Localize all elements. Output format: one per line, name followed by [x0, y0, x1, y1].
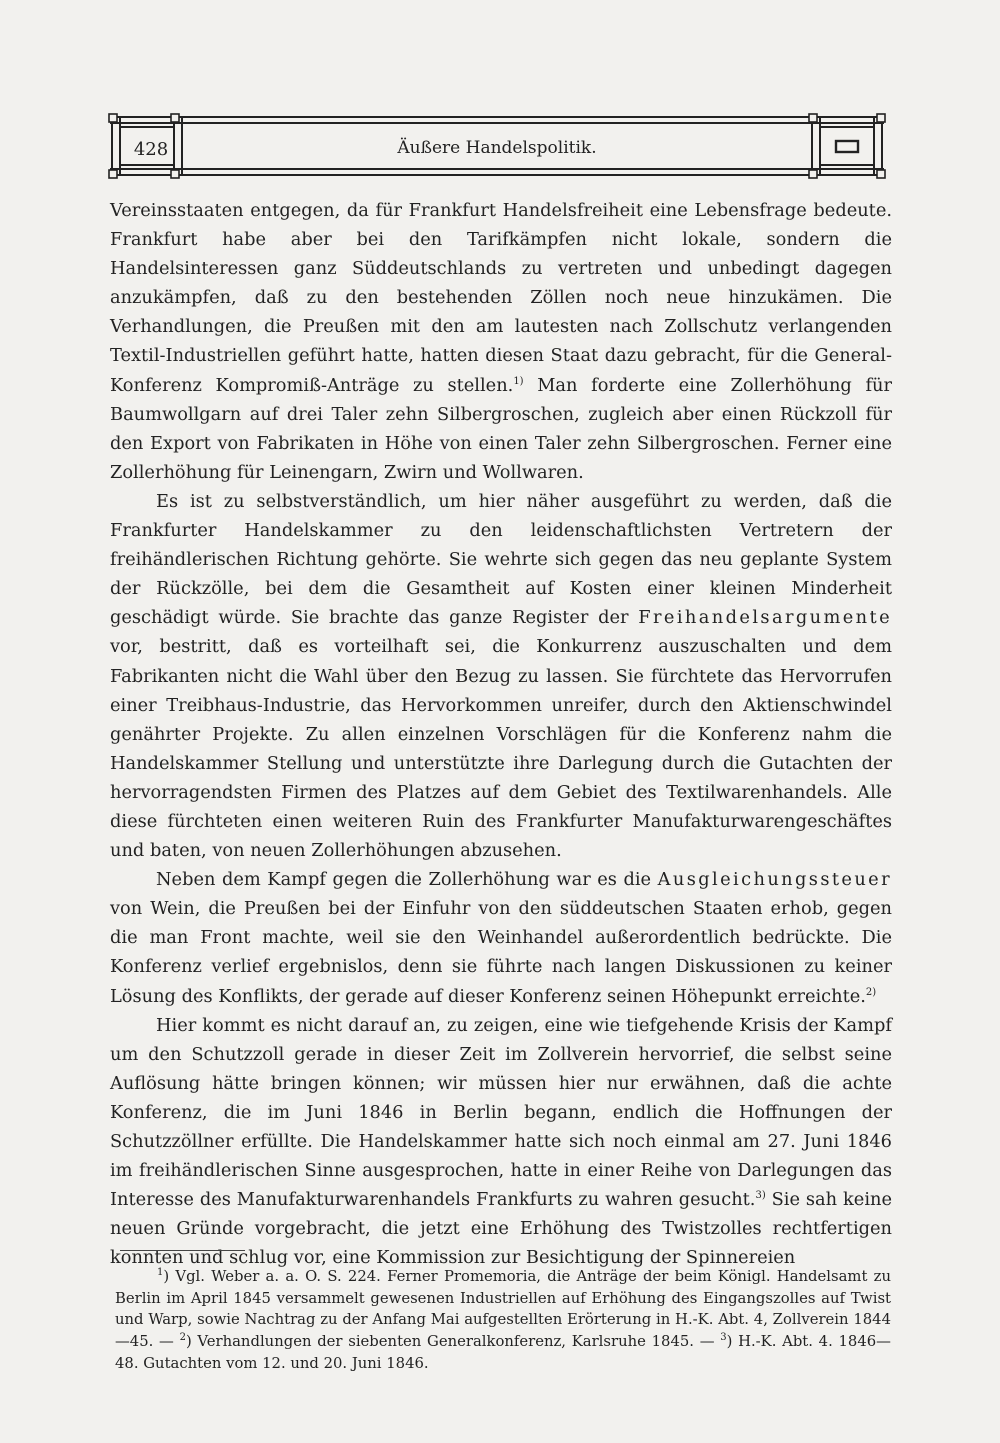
text-run: Sie sah keine neuen Gründe vorgebracht, die jetzt eine Erhöhung des Twistzolles rechtfertigen konnten und schlug vor, eine Kommission zur Besichtigung der Spinnereien [110, 1189, 892, 1269]
footnote-marker: 3) [755, 1190, 766, 1202]
paragraph [110, 487, 892, 865]
running-header [108, 113, 886, 179]
text-run: von Wein, die Preußen bei der Einfuhr von den süddeutschen Staaten erhob, gegen die man Front machte, weil sie den Weinhandel außerordentlich bedrückte. Die Konferenz verlief ergebnislos, denn sie führte nach langen Diskussionen zu keiner Lösung des Konflikts, der gerade auf dieser Konferenz seinen Höhepunkt erreichte. [110, 898, 892, 1007]
text-run: Neben dem Kampf gegen die Zollerhöhung war es die [156, 869, 658, 891]
footnotes [115, 1266, 891, 1375]
paragraph [110, 196, 892, 487]
text-run: ) Verhandlungen der siebenten Generalkonferenz, Karlsruhe 1845. — [185, 1333, 721, 1351]
paragraph [110, 1011, 892, 1273]
footnote-marker: 2) [865, 986, 877, 998]
text-run: ) H.-K. Abt. 4. 1846—48. Gutachten vom 12. und 20. Juni 1846. [115, 1333, 891, 1372]
text-run: vor, bestritt, daß es vorteilhaft sei, die Konkurrenz auszuschalten und dem Fabrikanten nicht die Wahl über den Bezug zu lassen. Sie fürchtete das Hervorrufen einer Treibhaus-Industrie, das Hervorkommen unreifer, durch den Aktienschwindel genährter Projekte. Zu allen einzelnen Vorschlägen für die Konferenz nahm die Handelskammer Stellung und unterstützte ihre Darlegung durch die Gutachten der hervorragendsten Firmen des Platzes auf dem Gebiet des Textilwarenhandels. Alle diese fürchteten einen weiteren Ruin des Frankfurter Manufakturwarengeschäftes und baten, von neuen Zollerhöhungen abzusehen. [110, 636, 892, 862]
emphasized-term: Freihandelsargumente [638, 607, 892, 629]
text-run: Man forderte eine Zollerhöhung für Baumwollgarn auf drei Taler zehn Silbergroschen, zugleich aber einen Rückzoll für den Export von Fabrikaten in Höhe von einen Taler zehn Silbergroschen. Ferner eine Zollerhöhung für Leinengarn, Zwirn und Wollwaren. [110, 374, 892, 483]
footnote-marker: 3 [720, 1332, 727, 1344]
footnote-text [115, 1266, 891, 1375]
footnote-marker: 1) [513, 375, 524, 387]
footnote-separator [120, 1250, 245, 1251]
emphasized-term: Ausgleichungssteuer [657, 869, 892, 891]
footnote-marker: 1 [157, 1267, 164, 1279]
text-run: Hier kommt es nicht darauf an, zu zeigen, eine wie tiefgehende Krisis der Kampf um den Schutzzoll gerade in dieser Zeit im Zollverein hervorrief, die selbst seine Auflösung hätte bringen können; wir müssen hier nur erwähnen, daß die achte Konferenz, die im Juni 1846 in Berlin begann, endlich die Hoffnungen der Schutzzöllner erfüllte. Die Handelskammer hatte sich noch einmal am 27. Juni 1846 im freihändlerischen Sinne ausgesprochen, hatte in einer Reihe von Darlegungen das Interesse des Manufakturwarenhandels Frankfurts zu wahren gesucht. [110, 1014, 892, 1211]
box-ornament-icon [836, 141, 858, 152]
running-title: Äußere Handelspolitik. [397, 138, 597, 158]
footnote-marker: 2 [179, 1332, 186, 1344]
paragraph [110, 865, 892, 1010]
page-number: 428 [133, 139, 169, 160]
text-run: Vereinsstaaten entgegen, da für Frankfurt Handelsfreiheit eine Lebensfrage bedeute. Frankfurt habe aber bei den Tarifkämpfen nicht lokale, sondern die Handelsinteressen ganz Süddeutschlands zu vertreten und unbedingt dagegen anzukämpfen, daß zu den bestehenden Zöllen noch neue hinzukämen. Die Verhandlungen, die Preußen mit den am lautesten nach Zollschutz verlangenden Textil-Industriellen geführt hatte, hatten diesen Staat dazu gebracht, für die General-Konferenz Kompromiß-Anträge zu stellen. [110, 200, 892, 396]
text-run: ) Vgl. Weber a. a. O. S. 224. Ferner Promemoria, die Anträge der beim Königl. Handelsamt zu Berlin im April 1845 versammelt gewesenen Industriellen auf Erhöhung des Eingangszolles auf Twist und Warp, sowie Nachtrag zu der Anfang Mai aufgestellten Erörterung in H.-K. Abt. 4, Zollverein 1844—45. — [115, 1268, 891, 1351]
main-text [110, 196, 892, 1272]
text-run: Es ist zu selbstverständlich, um hier näher ausgeführt zu werden, daß die Frankfurter Handelskammer zu den leidenschaftlichsten Vertretern der freihändlerischen Richtung gehörte. Sie wehrte sich gegen das neu geplante System der Rückzölle, bei dem die Gesamtheit auf Kosten einer kleinen Minderheit geschädigt würde. Sie brachte das ganze Register der [110, 490, 892, 629]
